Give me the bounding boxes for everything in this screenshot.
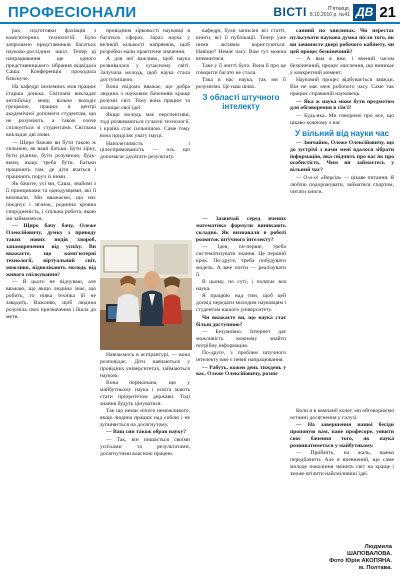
- article-column-2: [100, 28, 190, 238]
- paragraph: Так що немає нічого неможливого, якщо людина працює над собою і не зупиняється на досягнутому.: [100, 408, 190, 429]
- issue-info: П'ятниця, 8.10.2010 р. №41: [309, 6, 350, 18]
- question-paragraph: санний по хвилинах. Чи перестає пульсувати наукова думка після того, як ви зачиняєте двері робочого кабінету, чи цей процес безкінечний?: [290, 28, 394, 55]
- question-paragraph: — Зазвичай серед вчених математика формули виникають складно. Як визнавали в роботі розвиток штучного інтелекту?: [196, 216, 286, 243]
- photo-credit: Фото Юрія АКОПЯНА.: [329, 558, 392, 564]
- page-number: 21: [379, 3, 396, 21]
- paragraph: Вона свідомо вважає, що добра людина з науковим баченням краще розуміє світ. Тому вона працює та захищає свої ідеї.: [100, 84, 190, 111]
- question-paragraph: Чи вважаєте ви, що наука стає більш доступною?: [196, 314, 286, 328]
- article-column-3-bottom: [196, 216, 286, 576]
- paragraph: На кафедрі іноземних мов працює старша донька. Світлана викладає англійську мову, вільно володіє грецькою, працює в центрі академічної допомоги студентам, що не розуміють, а також охоче спілкується зі студентами. Світлана викладає дві мови.: [6, 83, 96, 139]
- paper-logo: ДВ: [353, 4, 376, 21]
- paragraph: Таке у її житті було. Вона б про це говорити багато не стала.: [196, 63, 286, 76]
- paragraph: — Будь-яка. Ми говоримо про все, що цікаво кожному з нас.: [290, 112, 394, 126]
- paragraph: — А вам я вже, і вчений часом безкінечний, процес мислення, що виникає у конкретний момент.: [290, 56, 394, 76]
- paragraph: Така в нас наука, так ми її розуміємо. Це наш шлях.: [196, 77, 286, 91]
- paragraph: провідним зірковості науковці в багатьох сферах. Зараз наука у великій кількості напрямків, щоб розробки мали практичне значення.: [100, 28, 190, 55]
- article-column-4: [290, 28, 394, 408]
- author-name: Людмила: [364, 544, 392, 550]
- article-column-2-bottom: [100, 352, 190, 576]
- paragraph: — Прийміть, на жаль, важко передбачити. Але я впевнений, що саме молоде покоління змінить світ на краще і зможе втілити найсміливіші ідеї.: [290, 450, 394, 478]
- paragraph: кафедрі, були записані всі статті, книги, всі її публікації. Тепер уже ними активно користуються. Навіщо? Немає часу. Вам тут можна впевнитися.: [196, 28, 286, 62]
- author-signature: [288, 544, 392, 572]
- masthead: [273, 2, 396, 22]
- question-paragraph: — На завершення нашої бесіди пропоную вам, пане професоре, уявити своє бачення того, як наука розвиватиметься у майбутньому.: [290, 422, 394, 450]
- paragraph: А для неї важливо, щоб наука розвивалася у сучасному світі. Залучала молодь, щоб наука стала доступнішою.: [100, 56, 190, 83]
- paragraph: Вона переконана, що у майбутньому наука і освіта мають стати пріоритетом держави. Тоді знання будуть цінуватися.: [100, 380, 190, 407]
- page-header: [0, 0, 400, 26]
- question-paragraph: — Рабуть, кожен день тиждень у вас, Олеже Олексійовичу, розпи-: [196, 364, 286, 378]
- paragraph: — Так, він пишається своїми успіхами та результатами, досягнутими власною працею.: [100, 436, 190, 457]
- paragraph: рах, підготовки фахівців з комп'ютерних технологій. Було запрошено представників багатьох науково-дослідних шкіл. Тепер ці напрацювання ще одного представницького зібрання відвідала Саша. Конференція проходила блискуче.: [6, 28, 96, 83]
- paragraph: Як бачите, усі ми, Саша, знайомі з її принципами та однодумцями, які її виховали. Ми вважаємо, що нас поєднує і зв'язок, родинна кровна спорідненість, і спільна робота, якою ми займаємося.: [6, 181, 96, 222]
- paper-name: ВІСТІ: [273, 5, 307, 19]
- paragraph: По-друге, з проблем штучного інтелекту вже є певні напрацювання.: [196, 350, 286, 364]
- question-paragraph: — Щиро бачу бачу, Олеже Олексійовичу, думку з приводу таких нових видів хвороб, запаморочення від успіху. Ви вважаєте, що комп'ютерні технології, віртуальний світ, можливо, відволікають молодь від живого спілкування?: [6, 223, 96, 278]
- paragraph: — Безумовно. Інтернет дає можливість кожному знайти потрібну інформацію.: [196, 329, 286, 349]
- article-column-3: [196, 28, 286, 238]
- paragraph: Коли я в компанії колег, ми обговорюємо останні досягнення у галузі.: [290, 408, 394, 421]
- paragraph: Науковий процес відбувається завжди. Він не має меж робочого часу. Саме так працює справжній науковець.: [290, 77, 394, 98]
- subheading: З області штучного інтелекту: [202, 93, 280, 112]
- photo-image: [100, 240, 192, 350]
- section-title: ПРОФЕСІОНАЛИ: [8, 4, 137, 21]
- paragraph: — О-о-о! «Версія» — цікаве питання. Я люблю подорожувати, займатися спортом, читати книги.: [290, 174, 394, 195]
- question-paragraph: — Ваш син також обрав науку?: [106, 429, 187, 436]
- article-column-1: [6, 28, 96, 576]
- author-surname: ШАПОВАЛОВА.: [346, 551, 392, 557]
- author-city: м. Полтава.: [358, 565, 392, 571]
- paragraph: Якщо молодь має перспективи, тоді розвиваються сучасні технології, і країна стає сильнішою. Саме тому вона приділяє увагу науці.: [100, 112, 190, 140]
- header-divider: [0, 22, 400, 24]
- article-column-4-bottom: [290, 408, 394, 542]
- paragraph: — Щиро бажаю ви бути такою ж сильною, як ваші батьки. Бути зірку, бути рідним, бути розумною, будь-яким, якщо треба бути. Батьки працюють там, де діти вчаться і працюють поруч із ними.: [6, 139, 96, 181]
- paragraph: В цьому, по суті, і полягає вся наука.: [196, 279, 286, 293]
- paragraph: — Я цього не відчуваю, але вважаю, що якщо людина знає, що робить, то ніяка техніка їй не завадить. Важливо, щоб людина розуміла своє призначення і йшла до мети.: [6, 279, 96, 320]
- subheading: У вільний від науки час: [294, 128, 390, 138]
- question-paragraph: — Звичайно, Олеже Олексійовичу, що до зустрічі з вами мені вдалося зібрати інформацію, яка свідчить про вас як про особистість. Чим ви займаєтесь у вільний час?: [290, 139, 394, 174]
- paragraph: Навчаємось в аспірантурі, — вона розповідає. Діти навчаються у провідних університетах, займаються наукою.: [100, 352, 190, 379]
- question-paragraph: — Яка ж наука може бути предметом для обговорення в сім'ї?: [290, 98, 394, 112]
- paragraph: Я працюю над тим, щоб цей досвід передати молодим науковцям і студентам нашого університету.: [196, 293, 286, 314]
- paragraph: Наполегливість і цілеспрямованість — ось що допомагає досягати результату.: [100, 140, 190, 161]
- paragraph: — Ідея, по-перше, треба систематизувати знання. Це перший крок. По-друге, треба побудувати модель. А вже потім — реалізувати її.: [196, 244, 286, 278]
- article-photo: [100, 240, 192, 350]
